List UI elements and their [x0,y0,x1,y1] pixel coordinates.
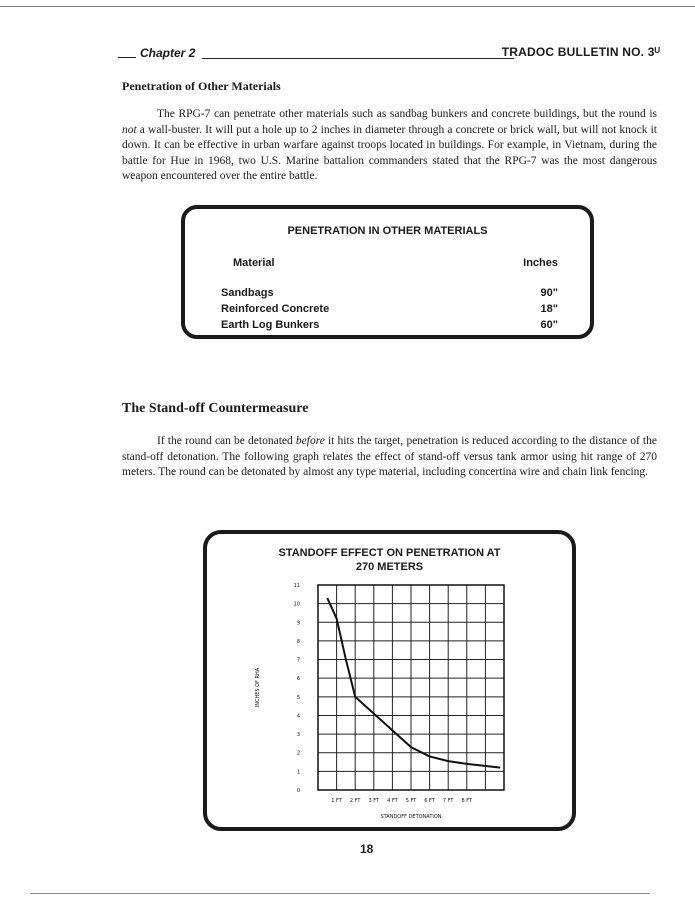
x-tick-label: 8 FT [461,798,473,804]
chart-title-line-2: 270 METERS [355,561,424,573]
x-tick-label: 1 FT [331,798,342,804]
bottom-border-rule [30,893,650,894]
y-tick-label: 11 [293,583,300,589]
top-border-rule [0,6,695,7]
paragraph-other-materials: The RPG-7 can penetrate other materials such as sandbag bunkers and concrete buildings, but the round is not a wall-buster. It will put a hole up to 2 inches in diameter through a concrete or brick wall, but will not knock it down. It can be effective in urban warfare against troops located in buildings. For example, in Vietnam, during the battle for Hue in 1968, two U.S. Marine battalion commanders stated that the RPG-7 was the most dangerous weapon encountered over the entire battle. [122,108,657,182]
y-tick-label: 9 [296,620,300,627]
row-inches: 18" [540,303,558,315]
x-tick-label: 5 FT [405,798,417,804]
chapter-label: Chapter 2 [140,46,196,60]
y-tick-label: 6 [296,676,300,683]
x-tick-label: 7 FT [442,798,454,804]
page-number: 18 [360,842,374,856]
y-tick-label: 7 [296,657,300,664]
column-header-inches: Inches [523,257,558,269]
x-tick-label: 3 FT [368,798,380,804]
x-tick-label: 4 FT [387,798,398,804]
x-axis-label: STANDOFF DETONATION [380,814,442,820]
table-row [221,287,558,303]
row-inches: 60" [540,319,558,331]
header-rule [202,58,514,59]
table-row [221,303,558,319]
y-axis-label: INCHES OF RHA [255,667,261,708]
y-tick-label: 8 [296,638,300,645]
table-title: PENETRATION IN OTHER MATERIALS [287,225,488,237]
y-tick-label: 0 [296,788,300,794]
section-heading-standoff: The Stand-off Countermeasure [122,401,309,416]
row-material: Reinforced Concrete [221,303,330,315]
row-material: Sandbags [221,287,274,299]
series-line [327,598,500,768]
y-tick-label: 2 [296,750,300,757]
y-tick-label: 3 [296,732,300,739]
penetration-table [181,205,594,339]
x-tick-label: 6 FT [424,798,435,804]
y-tick-label: 4 [296,713,300,720]
bulletin-label: TRADOC BULLETIN NO. 3ᵁ [501,45,660,59]
row-material: Earth Log Bunkers [221,319,320,331]
row-inches: 90" [540,287,558,299]
chart-title-line-1: STANDOFF EFFECT ON PENETRATION AT [278,547,501,559]
header-dash [118,57,136,58]
y-tick-label: 10 [293,601,300,608]
x-tick-label: 2 FT [349,798,361,804]
paragraph-standoff: If the round can be detonated before it hits the target, penetration is reduced according to the distance of the stand-off detonation. The following graph relates the effect of stand-off versus tank armor using hit range of 270 meters. The round can be detonated by almost any type material, including concertina wire and chain link fencing. [122,435,657,478]
y-tick-label: 5 [296,694,300,701]
table-row [221,319,558,335]
standoff-chart [207,534,572,827]
section-heading-other-materials: Penetration of Other Materials [122,79,281,93]
y-tick-label: 1 [296,769,300,776]
standoff-chart-frame [203,530,576,831]
column-header-material: Material [233,257,275,269]
page-header [112,44,660,64]
